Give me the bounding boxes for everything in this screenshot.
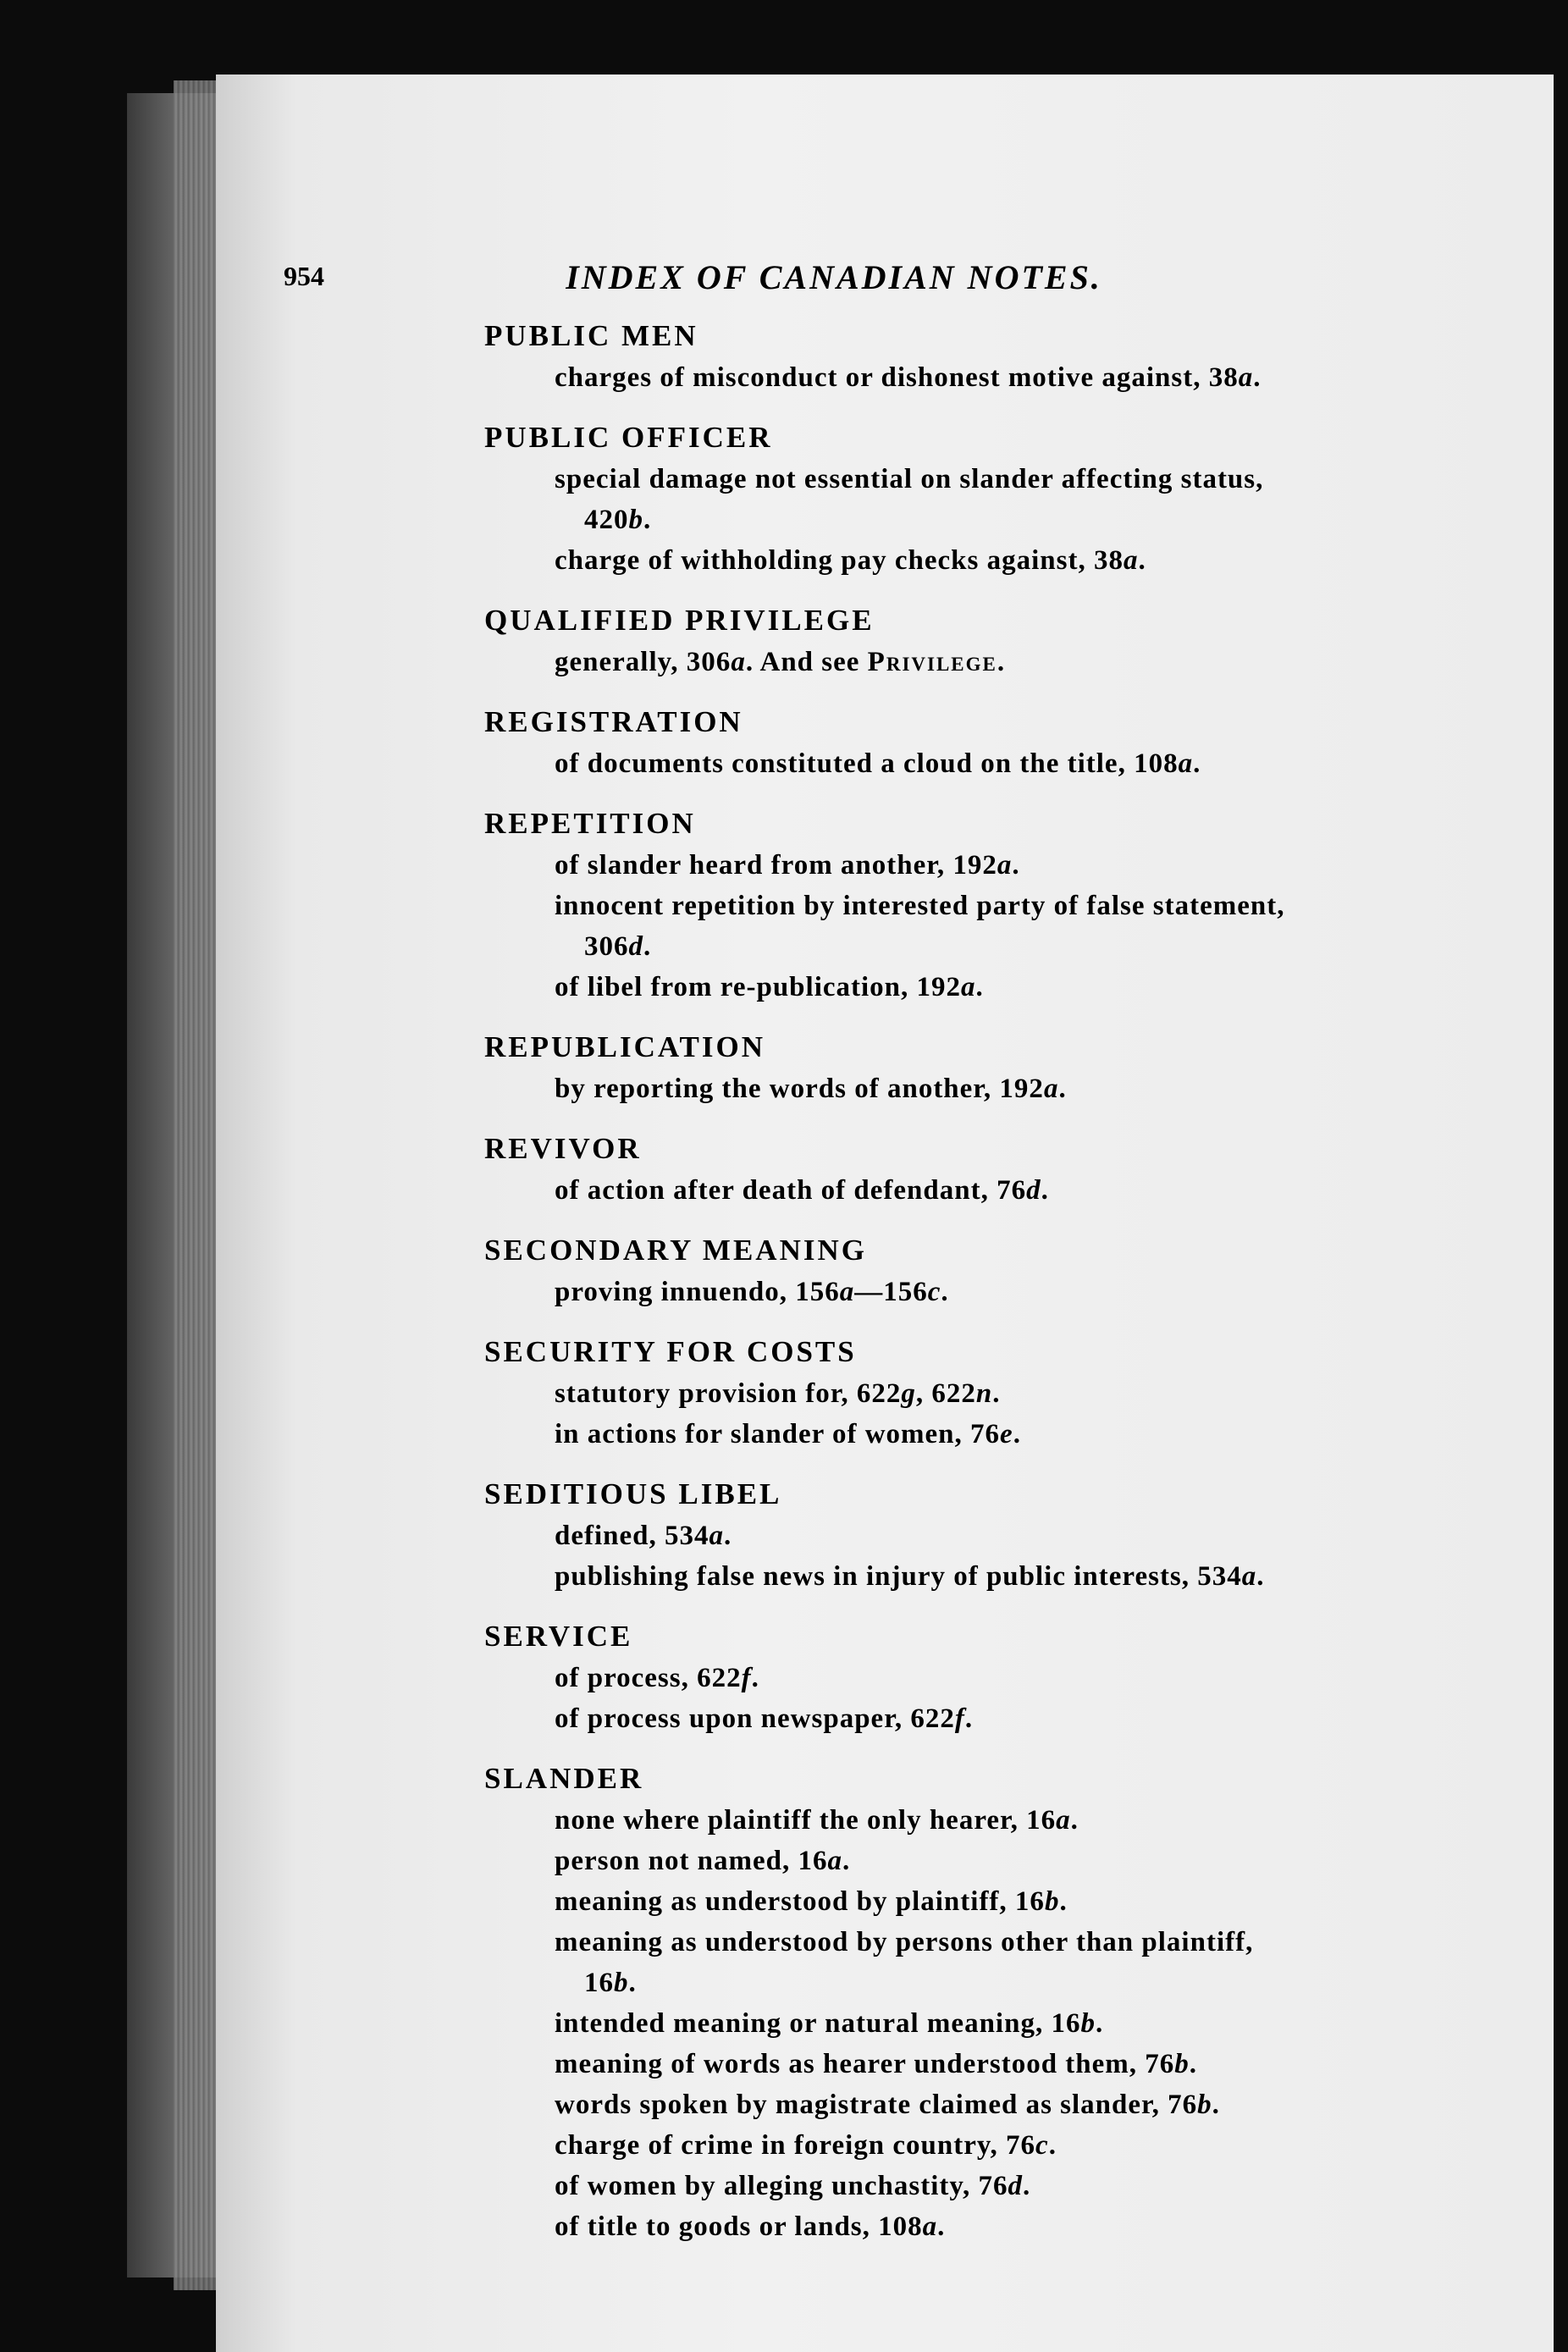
sub-entry-tail: . [628,1968,637,1998]
sub-entry-text: of title to goods or lands, 108 [555,2211,923,2242]
sub-entry-continuation [555,926,1431,967]
page-reference-letter: a [1241,1561,1257,1592]
page-reference-letter: b [1044,1886,1060,1917]
sub-entry-text: person not named, 16 [555,1846,828,1876]
page-reference-letter: a [922,2211,938,2242]
page-reference-letter: b [614,1968,629,1998]
sub-entry-tail: . [1138,545,1146,576]
sub-entry-text: statutory provision for, 622 [555,1378,902,1409]
sub-entry-text: innocent repetition by interested party of false statement, [555,891,1285,921]
sub-entry [491,1881,1431,1922]
sub-entry [491,1800,1431,1841]
entry-heading: SECURITY FOR COSTS [484,1335,857,1368]
page-reference-letter: d [628,931,643,962]
sub-entry-text: generally, 306 [555,647,732,677]
page-reference-letter: a [1056,1805,1071,1836]
index-entry [484,701,1431,784]
sub-entry-tail: . [1193,748,1201,779]
sub-entry-tail: . [1070,1805,1079,1836]
sub-entry-tail: . [997,647,1006,677]
page-reference-letter: e [1000,1419,1013,1449]
entry-heading: REPUBLICATION [484,1030,766,1063]
page-reference-letter: a [731,647,746,677]
sub-entry-tail: . [937,2211,946,2242]
index-entry [484,417,1431,581]
page-header [284,258,1384,303]
page-reference-letter: b [628,505,643,535]
sub-entry-text: meaning as understood by persons other than plaintiff, [555,1927,1254,1957]
page-reference-letter: a [1238,362,1254,393]
entry-heading: QUALIFIED PRIVILEGE [484,604,875,637]
sub-entry-tail: . [1058,1074,1067,1104]
continuation-page: 420 [584,505,629,535]
entry-heading: SEDITIOUS LIBEL [484,1477,782,1510]
sub-entry [491,2003,1431,2044]
index-entry [484,1229,1431,1312]
sub-entry-text: of process, 622 [555,1663,742,1693]
entry-heading: REPETITION [484,807,696,840]
sub-entry-tail: . [724,1521,732,1551]
sub-entry [491,540,1431,581]
continuation-page: 16 [584,1968,614,1998]
cross-reference: Privilege [867,647,997,677]
index-entry [484,1026,1431,1109]
sub-entry [491,2206,1431,2247]
index-entry [484,1758,1431,2247]
page-reference-letter: b [1174,2049,1190,2079]
sub-entry [491,845,1431,886]
sub-entry-tail: . [1012,850,1020,881]
sub-entry-text: none where plaintiff the only hearer, 16 [555,1805,1057,1836]
sub-entry [491,2125,1431,2166]
sub-entry-text: defined, 534 [555,1521,709,1551]
sub-entry [491,886,1431,967]
sub-entry-text: in actions for slander of women, 76 [555,1419,1001,1449]
sub-entry [491,1841,1431,1881]
sub-entry-text: meaning as understood by plaintiff, 16 [555,1886,1045,1917]
continuation-page: 306 [584,931,629,962]
sub-entry-tail: . [1256,1561,1265,1592]
sub-entry [491,1658,1431,1698]
page-reference-letter: a [961,972,976,1002]
entry-heading: SLANDER [484,1762,644,1795]
page-reference-letter: a [997,850,1013,881]
page-reference-letter: n [975,1378,993,1409]
page-reference-letter: c [1035,2130,1049,2161]
sub-entry-tail: . [1189,2049,1198,2079]
entry-heading: SECONDARY MEANING [484,1234,867,1267]
index-entry [484,315,1431,398]
sub-entry-text: by reporting the words of another, 192 [555,1074,1044,1104]
sub-entry-text: of women by alleging unchastity, 76 [555,2171,1008,2201]
sub-entry [491,743,1431,784]
sub-entry [491,1170,1431,1211]
sub-entry [491,2166,1431,2206]
index-entry [484,1473,1431,1597]
entry-heading: PUBLIC OFFICER [484,421,773,454]
sub-entry [491,967,1431,1008]
sub-entry [491,1068,1431,1109]
index-entry [484,1128,1431,1211]
page-number: 954 [284,261,324,291]
index-entries [484,315,1431,2266]
sub-entry-text: charge of withholding pay checks against, 38 [555,545,1124,576]
page-reference-letter: f [741,1663,752,1693]
sub-entry-text: meaning of words as hearer understood them, 76 [555,2049,1175,2079]
sub-entry-tail: . And see [745,647,868,677]
sub-entry-tail: . [1059,1886,1068,1917]
index-entry [484,599,1431,682]
index-entry [484,1615,1431,1739]
sub-entry-continuation [555,1963,1431,2003]
sub-entry [491,357,1431,398]
sub-entry-tail: . [1048,2130,1057,2161]
sub-entry-tail: . [1013,1419,1021,1449]
sub-entry-text: of process upon newspaper, 622 [555,1703,955,1734]
sub-entry-tail: , 622 [915,1378,976,1409]
sub-entry-tail: . [992,1378,1001,1409]
sub-entry-text: of slander heard from another, 192 [555,850,997,881]
entry-heading: REGISTRATION [484,705,743,738]
sub-entry [491,1272,1431,1312]
sub-entry-tail: . [1023,2171,1031,2201]
sub-entry-tail: . [751,1663,759,1693]
sub-entry-tail: . [1041,1175,1049,1206]
sub-entry-tail: . [1095,2008,1104,2039]
sub-entry-text: publishing false news in injury of public interests, 534 [555,1561,1242,1592]
sub-entry [491,1698,1431,1739]
page-reference-letter: g [901,1378,916,1409]
index-entry [484,1331,1431,1455]
entry-heading: REVIVOR [484,1132,642,1165]
sub-entry-text: of documents constituted a cloud on the title, 108 [555,748,1179,779]
sub-entry [491,1414,1431,1455]
sub-entry-text: of libel from re-publication, 192 [555,972,962,1002]
page-reference-letter: a [839,1277,855,1307]
sub-entry-text: charge of crime in foreign country, 76 [555,2130,1036,2161]
sub-entry [491,1556,1431,1597]
sub-entry-tail: —156 [854,1277,928,1307]
sub-entry [491,2044,1431,2084]
sub-entry-tail: . [1212,2090,1220,2120]
sub-entry-tail: . [941,1277,949,1307]
sub-entry-text: proving innuendo, 156 [555,1277,840,1307]
sub-entry [491,1922,1431,2003]
sub-entry [491,1516,1431,1556]
entry-heading: PUBLIC MEN [484,319,698,352]
running-head: INDEX OF CANADIAN NOTES. [566,258,1102,296]
sub-entry-continuation [555,500,1431,540]
entry-heading: SERVICE [484,1620,633,1653]
page-reference-letter: d [1008,2171,1024,2201]
sub-entry-tail: . [1253,362,1262,393]
page-reference-letter: f [954,1703,965,1734]
sub-entry-text: words spoken by magistrate claimed as slander, 76 [555,2090,1198,2120]
page-reference-letter: a [1123,545,1139,576]
page-reference-letter: a [1043,1074,1059,1104]
page-reference-letter: b [1197,2090,1212,2120]
page-reference-letter: b [1080,2008,1096,2039]
sub-entry-text: of action after death of defendant, 76 [555,1175,1027,1206]
sub-entry-tail: . [643,931,652,962]
sub-entry-tail: . [964,1703,974,1734]
sub-entry [491,2084,1431,2125]
sub-entry [491,642,1431,682]
page-reference-letter: a [1178,748,1194,779]
sub-entry-text: intended meaning or natural meaning, 16 [555,2008,1081,2039]
sub-entry-text: charges of misconduct or dishonest motive against, 38 [555,362,1239,393]
page-reference-letter: a [709,1521,725,1551]
page-reference-letter: d [1026,1175,1041,1206]
index-entry [484,803,1431,1008]
sub-entry-tail: . [975,972,984,1002]
sub-entry-tail: . [643,505,652,535]
sub-entry-tail: . [842,1846,851,1876]
sub-entry [491,459,1431,540]
sub-entry [491,1373,1431,1414]
page-reference-letter: c [927,1277,941,1307]
page-reference-letter: a [827,1846,843,1876]
sub-entry-text: special damage not essential on slander affecting status, [555,464,1264,494]
page-stack-edge [174,80,220,2290]
